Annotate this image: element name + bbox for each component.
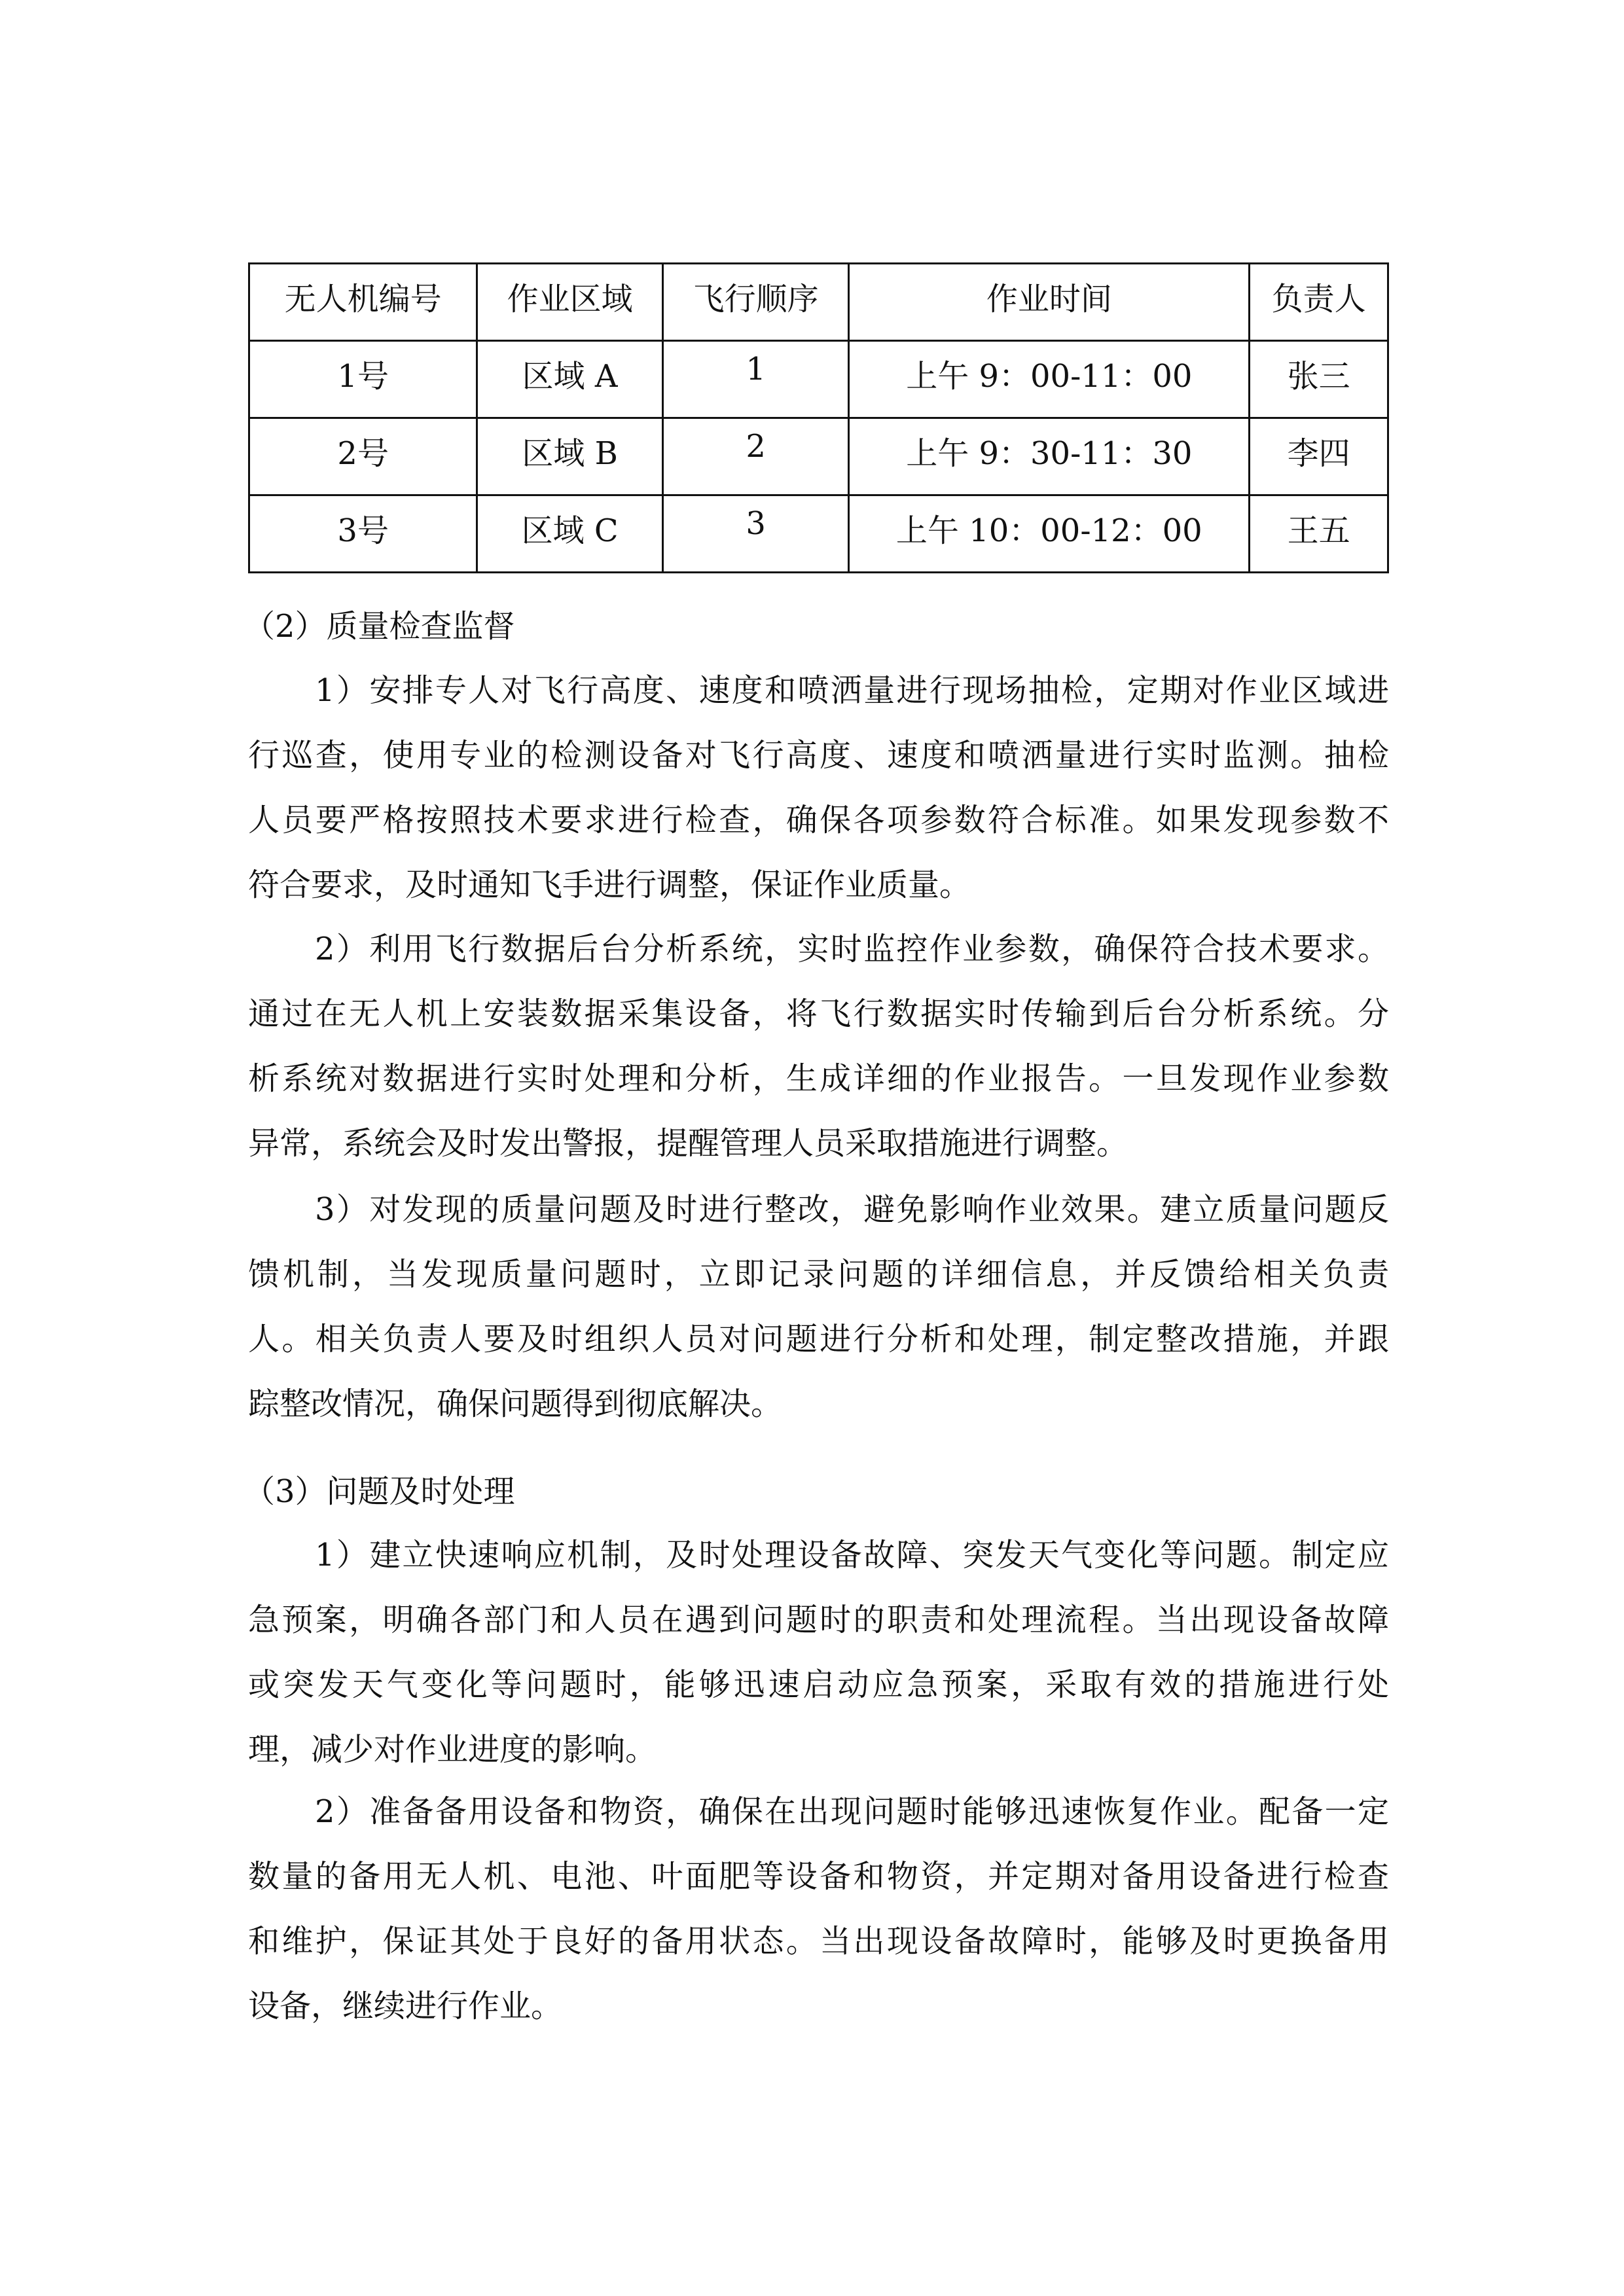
- paragraph-line: 急预案，明确各部门和人员在遇到问题时的职责和处理流程。当出现设备故障: [248, 1602, 1389, 1638]
- paragraph-line: 数量的备用无人机、电池、叶面肥等设备和物资，并定期对备用设备进行检查: [248, 1858, 1389, 1895]
- table-cell: 2: [662, 418, 849, 495]
- table-cell: 李四: [1250, 418, 1388, 495]
- paragraph-line: 3）对发现的质量问题及时进行整改，避免影响作业效果。建立质量问题反: [315, 1191, 1389, 1228]
- paragraph: [248, 1177, 1389, 1437]
- paragraph-line: 人员要严格按照技术要求进行检查，确保各项参数符合标准。如果发现参数不: [248, 802, 1389, 838]
- table-cell: 区域 B: [477, 418, 663, 495]
- paragraph-line: 通过在无人机上安装数据采集设备，将飞行数据实时传输到后台分析系统。分: [248, 996, 1389, 1032]
- table-cell: 3号: [249, 495, 477, 573]
- paragraph-line: 和维护，保证其处于良好的备用状态。当出现设备故障时，能够及时更换备用: [248, 1923, 1389, 1960]
- header-cell: 无人机编号: [249, 264, 477, 341]
- table-header-row: [249, 264, 1388, 341]
- drone-schedule-table: [248, 262, 1389, 573]
- paragraph-line: 1）安排专人对飞行高度、速度和喷洒量进行现场抽检，定期对作业区域进: [315, 672, 1389, 709]
- paragraph-line: 理，减少对作业进度的影响。: [248, 1731, 657, 1768]
- table-cell: 3: [662, 495, 849, 573]
- paragraph-line: 人。相关负责人要及时组织人员对问题进行分析和处理，制定整改措施，并跟: [248, 1321, 1389, 1357]
- paragraph-line: 2）准备备用设备和物资，确保在出现问题时能够迅速恢复作业。配备一定: [315, 1793, 1389, 1830]
- table-row: [249, 341, 1388, 418]
- header-cell: 飞行顺序: [662, 264, 849, 341]
- table-row: [249, 495, 1388, 573]
- header-cell: 作业时间: [849, 264, 1250, 341]
- section-heading: （3）问题及时处理: [244, 1473, 515, 1510]
- paragraph-line: 符合要求，及时通知飞手进行调整，保证作业质量。: [248, 867, 971, 903]
- paragraph-line: 1）建立快速响应机制，及时处理设备故障、突发天气变化等问题。制定应: [315, 1537, 1389, 1573]
- table-cell: 上午 9：00-11：00: [849, 341, 1250, 418]
- paragraph-line: 或突发天气变化等问题时，能够迅速启动应急预案，采取有效的措施进行处: [248, 1666, 1389, 1703]
- header-cell: 作业区域: [477, 264, 663, 341]
- table-cell: 区域 A: [477, 341, 663, 418]
- paragraph: [248, 1780, 1389, 2039]
- paragraph: [248, 917, 1389, 1176]
- table-row: [249, 418, 1388, 495]
- table-cell: 1: [662, 341, 849, 418]
- paragraph: [248, 658, 1389, 918]
- table-cell: 上午 10：00-12：00: [849, 495, 1250, 573]
- paragraph: [248, 1523, 1389, 1782]
- table-cell: 1号: [249, 341, 477, 418]
- paragraph-line: 踪整改情况，确保问题得到彻底解决。: [248, 1386, 783, 1422]
- table-cell: 张三: [1250, 341, 1388, 418]
- table-cell: 上午 9：30-11：30: [849, 418, 1250, 495]
- paragraph-line: 析系统对数据进行实时处理和分析，生成详细的作业报告。一旦发现作业参数: [248, 1060, 1389, 1097]
- section-heading: （2）质量检查监督: [244, 608, 515, 645]
- table-cell: 2号: [249, 418, 477, 495]
- paragraph-line: 行巡查，使用专业的检测设备对飞行高度、速度和喷洒量进行实时监测。抽检: [248, 737, 1389, 774]
- table-cell: 王五: [1250, 495, 1388, 573]
- table-cell: 区域 C: [477, 495, 663, 573]
- paragraph-line: 2）利用飞行数据后台分析系统，实时监控作业参数，确保符合技术要求。: [315, 931, 1389, 967]
- paragraph-line: 设备，继续进行作业。: [248, 1988, 563, 2024]
- paragraph-line: 馈机制，当发现质量问题时，立即记录问题的详细信息，并反馈给相关负责: [248, 1256, 1389, 1293]
- paragraph-line: 异常，系统会及时发出警报，提醒管理人员采取措施进行调整。: [248, 1125, 1128, 1162]
- header-cell: 负责人: [1250, 264, 1388, 341]
